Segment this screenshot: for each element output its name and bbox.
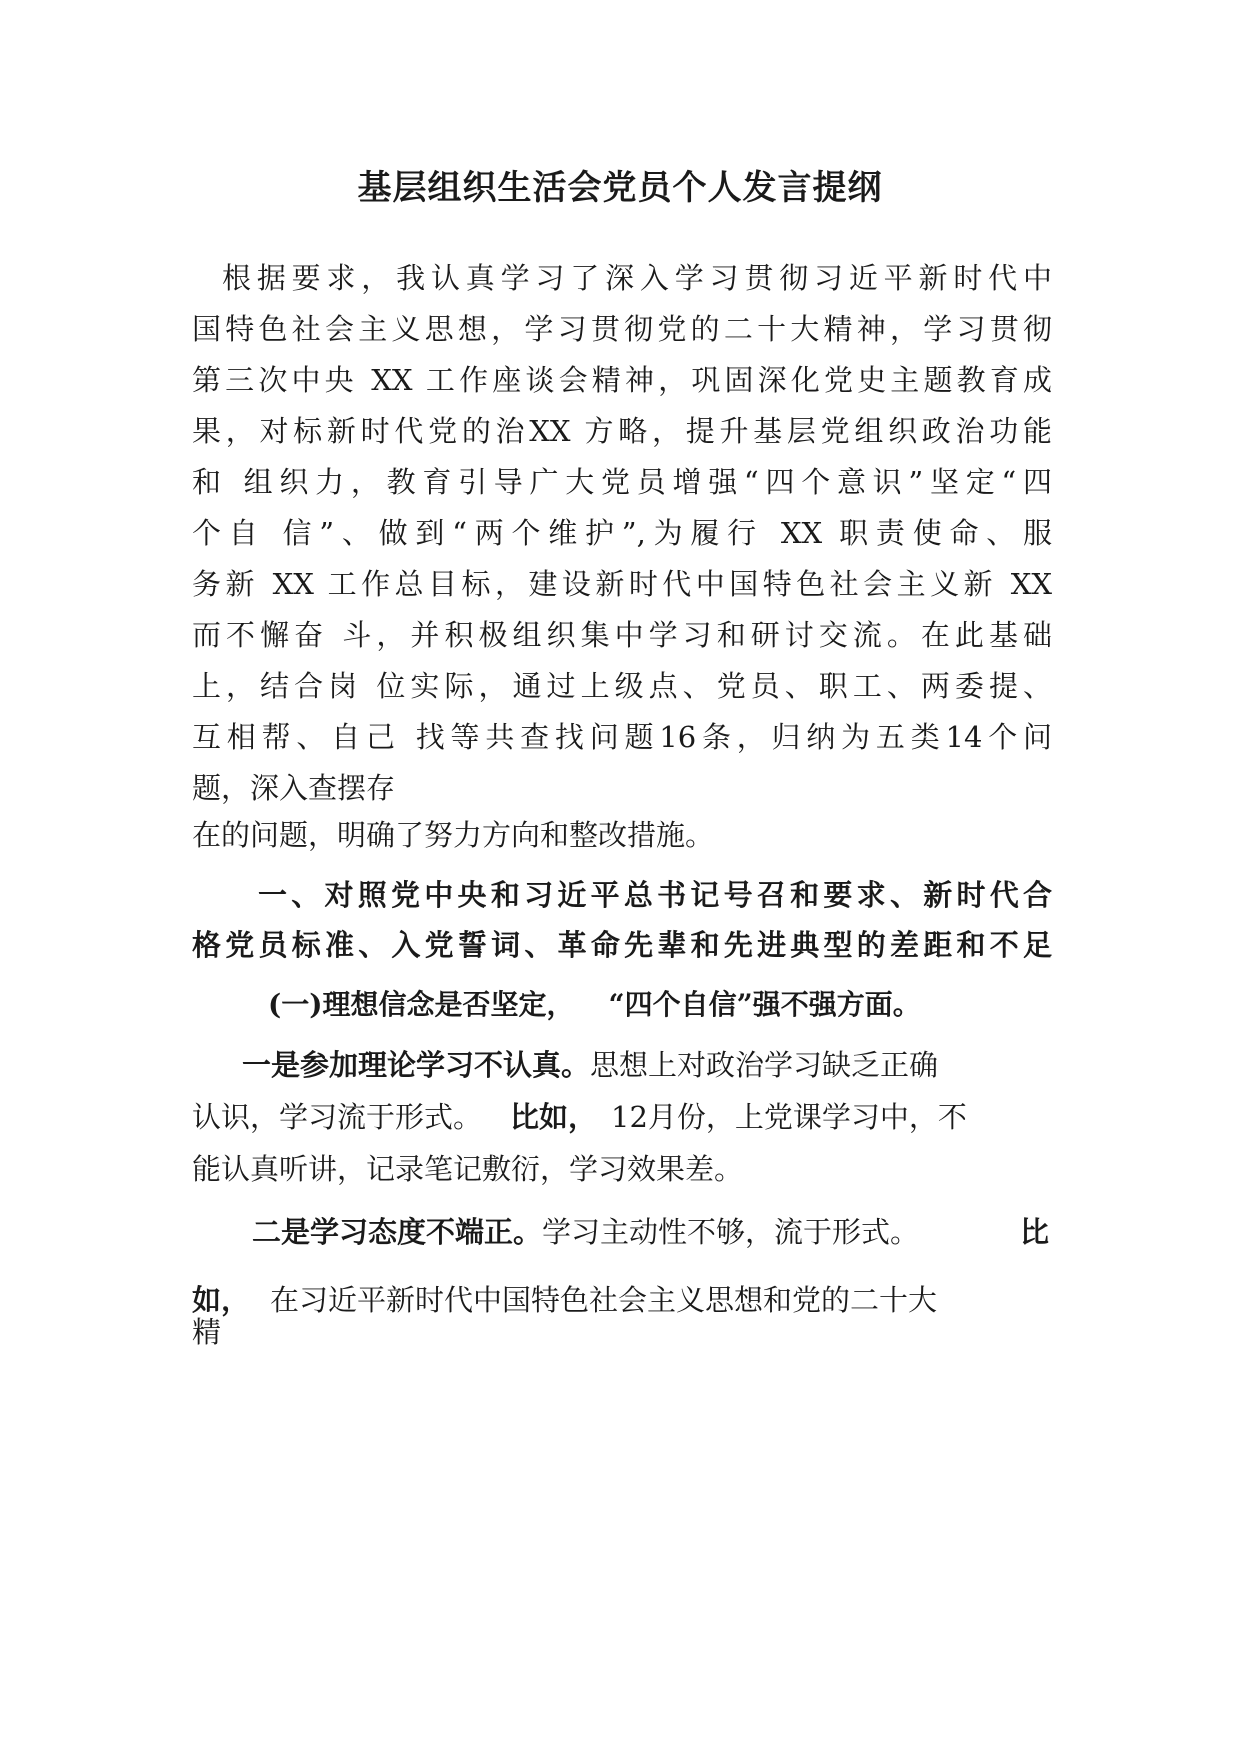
intro-line: 互相帮、自己 找等共查找问题16条，归纳为五类14个问	[192, 720, 1052, 754]
point-title: 一是参加理论学习不认真。	[242, 1048, 591, 1082]
point-text: 在习近平新时代中国特色社会主义思想和党的二十大	[270, 1283, 938, 1317]
intro-line: 果，对标新时代党的治XX 方略，提升基层党组织政治功能	[192, 414, 1052, 448]
example-label: 如，	[192, 1283, 251, 1317]
section-heading: 格党员标准、入党誓词、革命先辈和先进典型的差距和不足	[192, 928, 1052, 962]
intro-line: 题，深入查摆存	[192, 771, 396, 805]
point-text: 认识，学习流于形式。	[192, 1100, 483, 1134]
paragraph-line: 精	[192, 1315, 222, 1349]
intro-line: 务新 XX 工作总目标，建设新时代中国特色社会主义新 XX	[192, 567, 1052, 601]
paragraph-line	[192, 1097, 1052, 1137]
subsection-heading-part: “四个自信”强不强方面。	[608, 988, 921, 1021]
intro-line: 个自 信”、做到“两个维护”,为履行 XX 职责使命、服	[192, 516, 1052, 550]
example-label: 比如，	[510, 1100, 598, 1134]
subsection-heading-part: (一)理想信念是否坚定，	[268, 988, 575, 1021]
example-label: 比	[1020, 1215, 1050, 1249]
intro-line: 国特色社会主义思想，学习贯彻党的二十大精神，学习贯彻	[192, 312, 1052, 346]
point-title: 二是学习态度不端正。	[252, 1215, 543, 1249]
paragraph-line: 能认真听讲，记录笔记敷衍，学习效果差。	[192, 1152, 744, 1186]
intro-line: 上，结合岗 位实际，通过上级点、党员、职工、两委提、	[192, 669, 1052, 703]
paragraph-line	[252, 1212, 1052, 1252]
point-text: 12月份，上党课学习中，不	[611, 1100, 967, 1134]
paragraph-line	[242, 1045, 1052, 1085]
intro-line: 而不懈奋 斗，并积极组织集中学习和研讨交流。在此基础	[192, 618, 1052, 652]
intro-line: 根据要求，我认真学习了深入学习贯彻习近平新时代中	[222, 261, 1052, 295]
intro-line: 和 组织力，教育引导广大党员增强“四个意识”坚定“四	[192, 465, 1052, 499]
section-heading: 一、对照党中央和习近平总书记号召和要求、新时代合	[258, 878, 1052, 912]
point-text: 学习主动性不够，流于形式。	[542, 1215, 920, 1249]
intro-line: 第三次中央 XX 工作座谈会精神，巩固深化党史主题教育成	[192, 363, 1052, 397]
intro-line: 在的问题，明确了努力方向和整改措施。	[192, 818, 715, 852]
document-title: 基层组织生活会党员个人发言提纲	[357, 168, 883, 208]
point-text: 思想上对政治学习缺乏正确	[590, 1048, 939, 1082]
subsection-heading	[268, 985, 921, 1025]
